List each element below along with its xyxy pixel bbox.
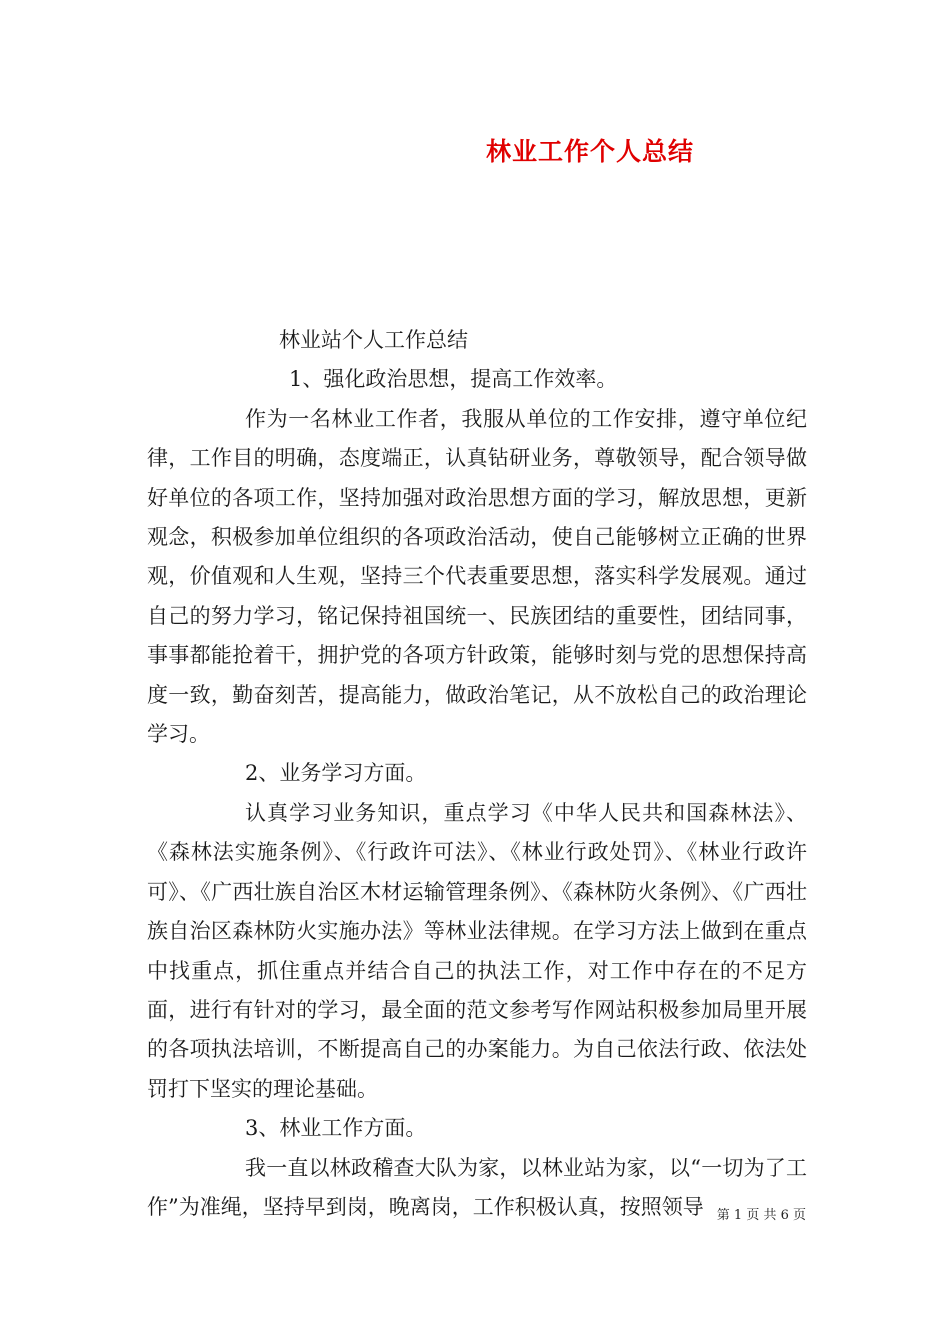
page-number-footer: 第 1 页 共 6 页 (716, 1208, 806, 1223)
section-paragraph-1: 作为一名林业工作者，我服从单位的工作安排，遵守单位纪律，工作目的明确，态度端正，认真钻研业务，尊敬领导，配合领导做好单位的各项工作，坚持加强对政治思想方面的学习，解放思想，更新观念，积极参加单位组织的各项政治活动，使自己能够树立正确的世界观，价值观和人生观，坚持三个代表重要思想，落实科学发展观。通过自己的努力学习，铭记保持祖国统一、民族团结的重要性，团结同事，事事都能抢着干，拥护党的各项方针政策，能够时刻与党的思想保持高度一致，勤奋刻苦，提高能力，做政治笔记，从不放松自己的政治理论学习。 (147, 406, 807, 747)
document-subtitle: 林业站个人工作总结 (279, 328, 468, 352)
section-heading-3: 3、林业工作方面。 (245, 1116, 427, 1141)
section-heading-1: 1、强化政治思想，提高工作效率。 (289, 367, 618, 392)
document-body (147, 321, 807, 1227)
section-paragraph-3: 我一直以林政稽查大队为家，以林业站为家，以“一切为了工作”为准绳，坚持早到岗，晚离岗，工作积极认真，按照领导 (147, 1155, 807, 1219)
section-paragraph-2: 认真学习业务知识，重点学习《中华人民共和国森林法》、《森林法实施条例》、《行政许可法》、《林业行政处罚》、《林业行政许可》、《广西壮族自治区木材运输管理条例》、《森林防火条例》、《广西壮族自治区森林防火实施办法》等林业法律规。在学习方法上做到在重点中找重点，抓住重点并结合自己的执法工作，对工作中存在的不足方面，进行有针对的学习，最全面的范文参考写作网站积极参加局里开展的各项执法培训，不断提高自己的办案能力。为自己依法行政、依法处罚打下坚实的理论基础。 (147, 800, 807, 1101)
document-title: 林业工作个人总结 (485, 137, 694, 166)
section-heading-2: 2、业务学习方面。 (245, 761, 427, 786)
